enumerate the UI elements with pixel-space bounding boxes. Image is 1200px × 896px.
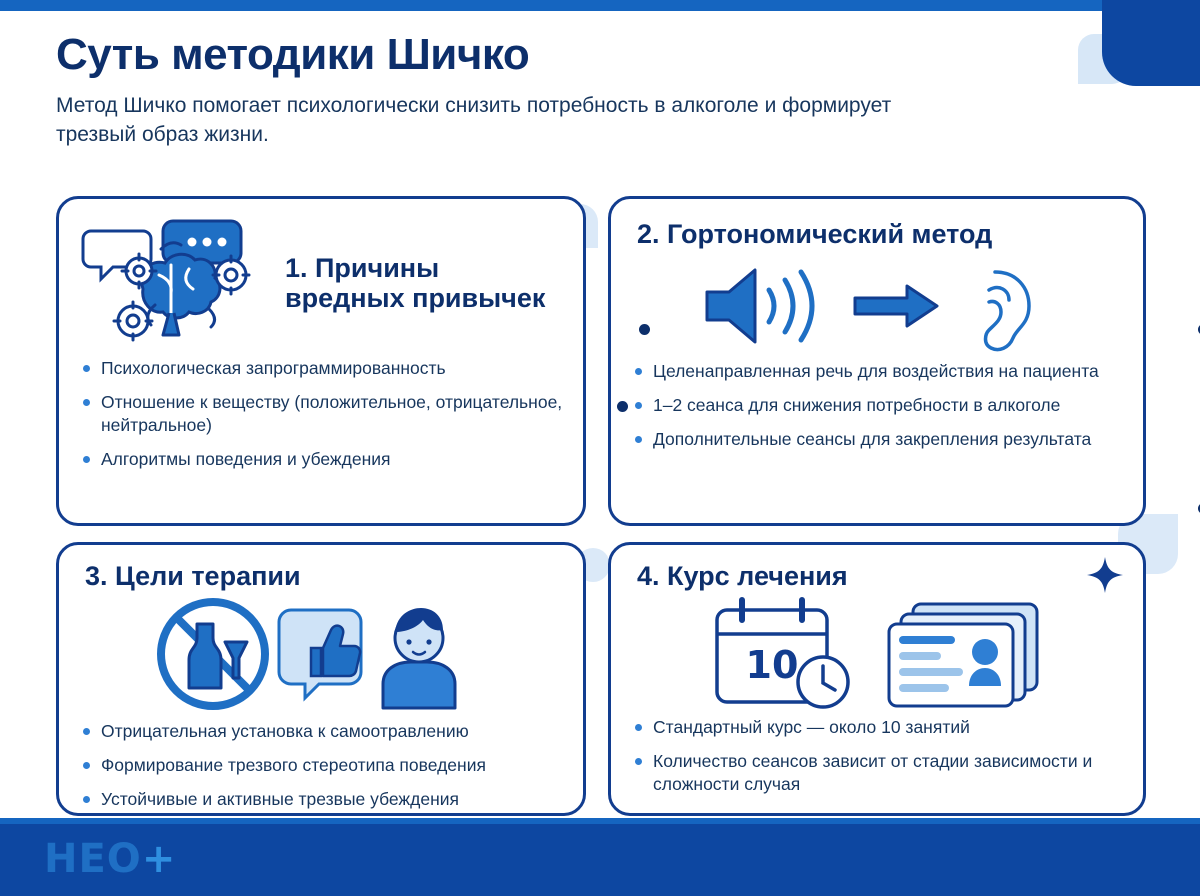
calendar-10-clock-cards-icon <box>611 594 1143 712</box>
list-item: Психологическая запрограммированность <box>83 357 563 380</box>
page-subtitle: Метод Шичко помогает психологически снизить потребность в алкоголе и формирует трезвый образ жизни. <box>56 94 892 147</box>
list-item: Устойчивые и активные трезвые убеждения <box>83 788 563 811</box>
card-causes-of-bad-habits <box>56 196 586 526</box>
card-3-title: 3. Цели терапии <box>85 561 301 591</box>
logo <box>44 836 176 882</box>
card-4-title: 4. Курс лечения <box>637 561 848 591</box>
card-1-head <box>59 199 583 357</box>
list-item: Стандартный курс — около 10 занятий <box>635 716 1123 739</box>
list-item: Количество сеансов зависит от стадии зависимости и сложности случая <box>635 750 1123 796</box>
footer <box>0 824 1200 896</box>
list-item: Дополнительные сеансы для закрепления результата <box>635 428 1123 451</box>
logo-plus: + <box>141 836 177 882</box>
list-item: Отношение к веществу (положительное, отрицательное, нейтральное) <box>83 391 563 437</box>
brain-gears-speech-bubbles-icon <box>81 213 271 353</box>
card-3-bullets <box>59 720 583 811</box>
card-hortonomic-method <box>608 196 1146 526</box>
card-1-title: 1. Причины вредных привычек <box>285 252 546 313</box>
list-item: 1–2 сеанса для снижения потребности в алкоголе <box>635 394 1123 417</box>
header <box>56 32 1066 150</box>
card-therapy-goals <box>56 542 586 816</box>
card-treatment-course <box>608 542 1146 816</box>
connector-dot-3 <box>617 401 628 412</box>
top-right-corner-block <box>1102 0 1200 86</box>
list-item: Формирование трезвого стереотипа поведения <box>83 754 563 777</box>
cards-grid <box>56 196 1146 816</box>
connector-dot-1 <box>639 324 650 335</box>
calendar-day-number: 10 <box>745 643 799 688</box>
page-title: Суть методики Шичко <box>56 30 530 79</box>
top-accent-bar <box>0 0 1200 11</box>
card-2-title: 2. Гортономический метод <box>637 219 993 249</box>
logo-text: НЕО <box>44 836 142 882</box>
list-item: Отрицательная установка к самоотравлению <box>83 720 563 743</box>
card-1-bullets <box>59 357 583 471</box>
speaker-to-ear-icon <box>611 260 1143 352</box>
list-item: Целенаправленная речь для воздействия на пациента <box>635 360 1123 383</box>
card-4-bullets <box>611 716 1143 796</box>
sparkle-icon <box>1085 555 1125 595</box>
list-item: Алгоритмы поведения и убеждения <box>83 448 563 471</box>
no-alcohol-thumbs-up-person-icon <box>59 596 583 714</box>
card-2-bullets <box>611 360 1143 451</box>
